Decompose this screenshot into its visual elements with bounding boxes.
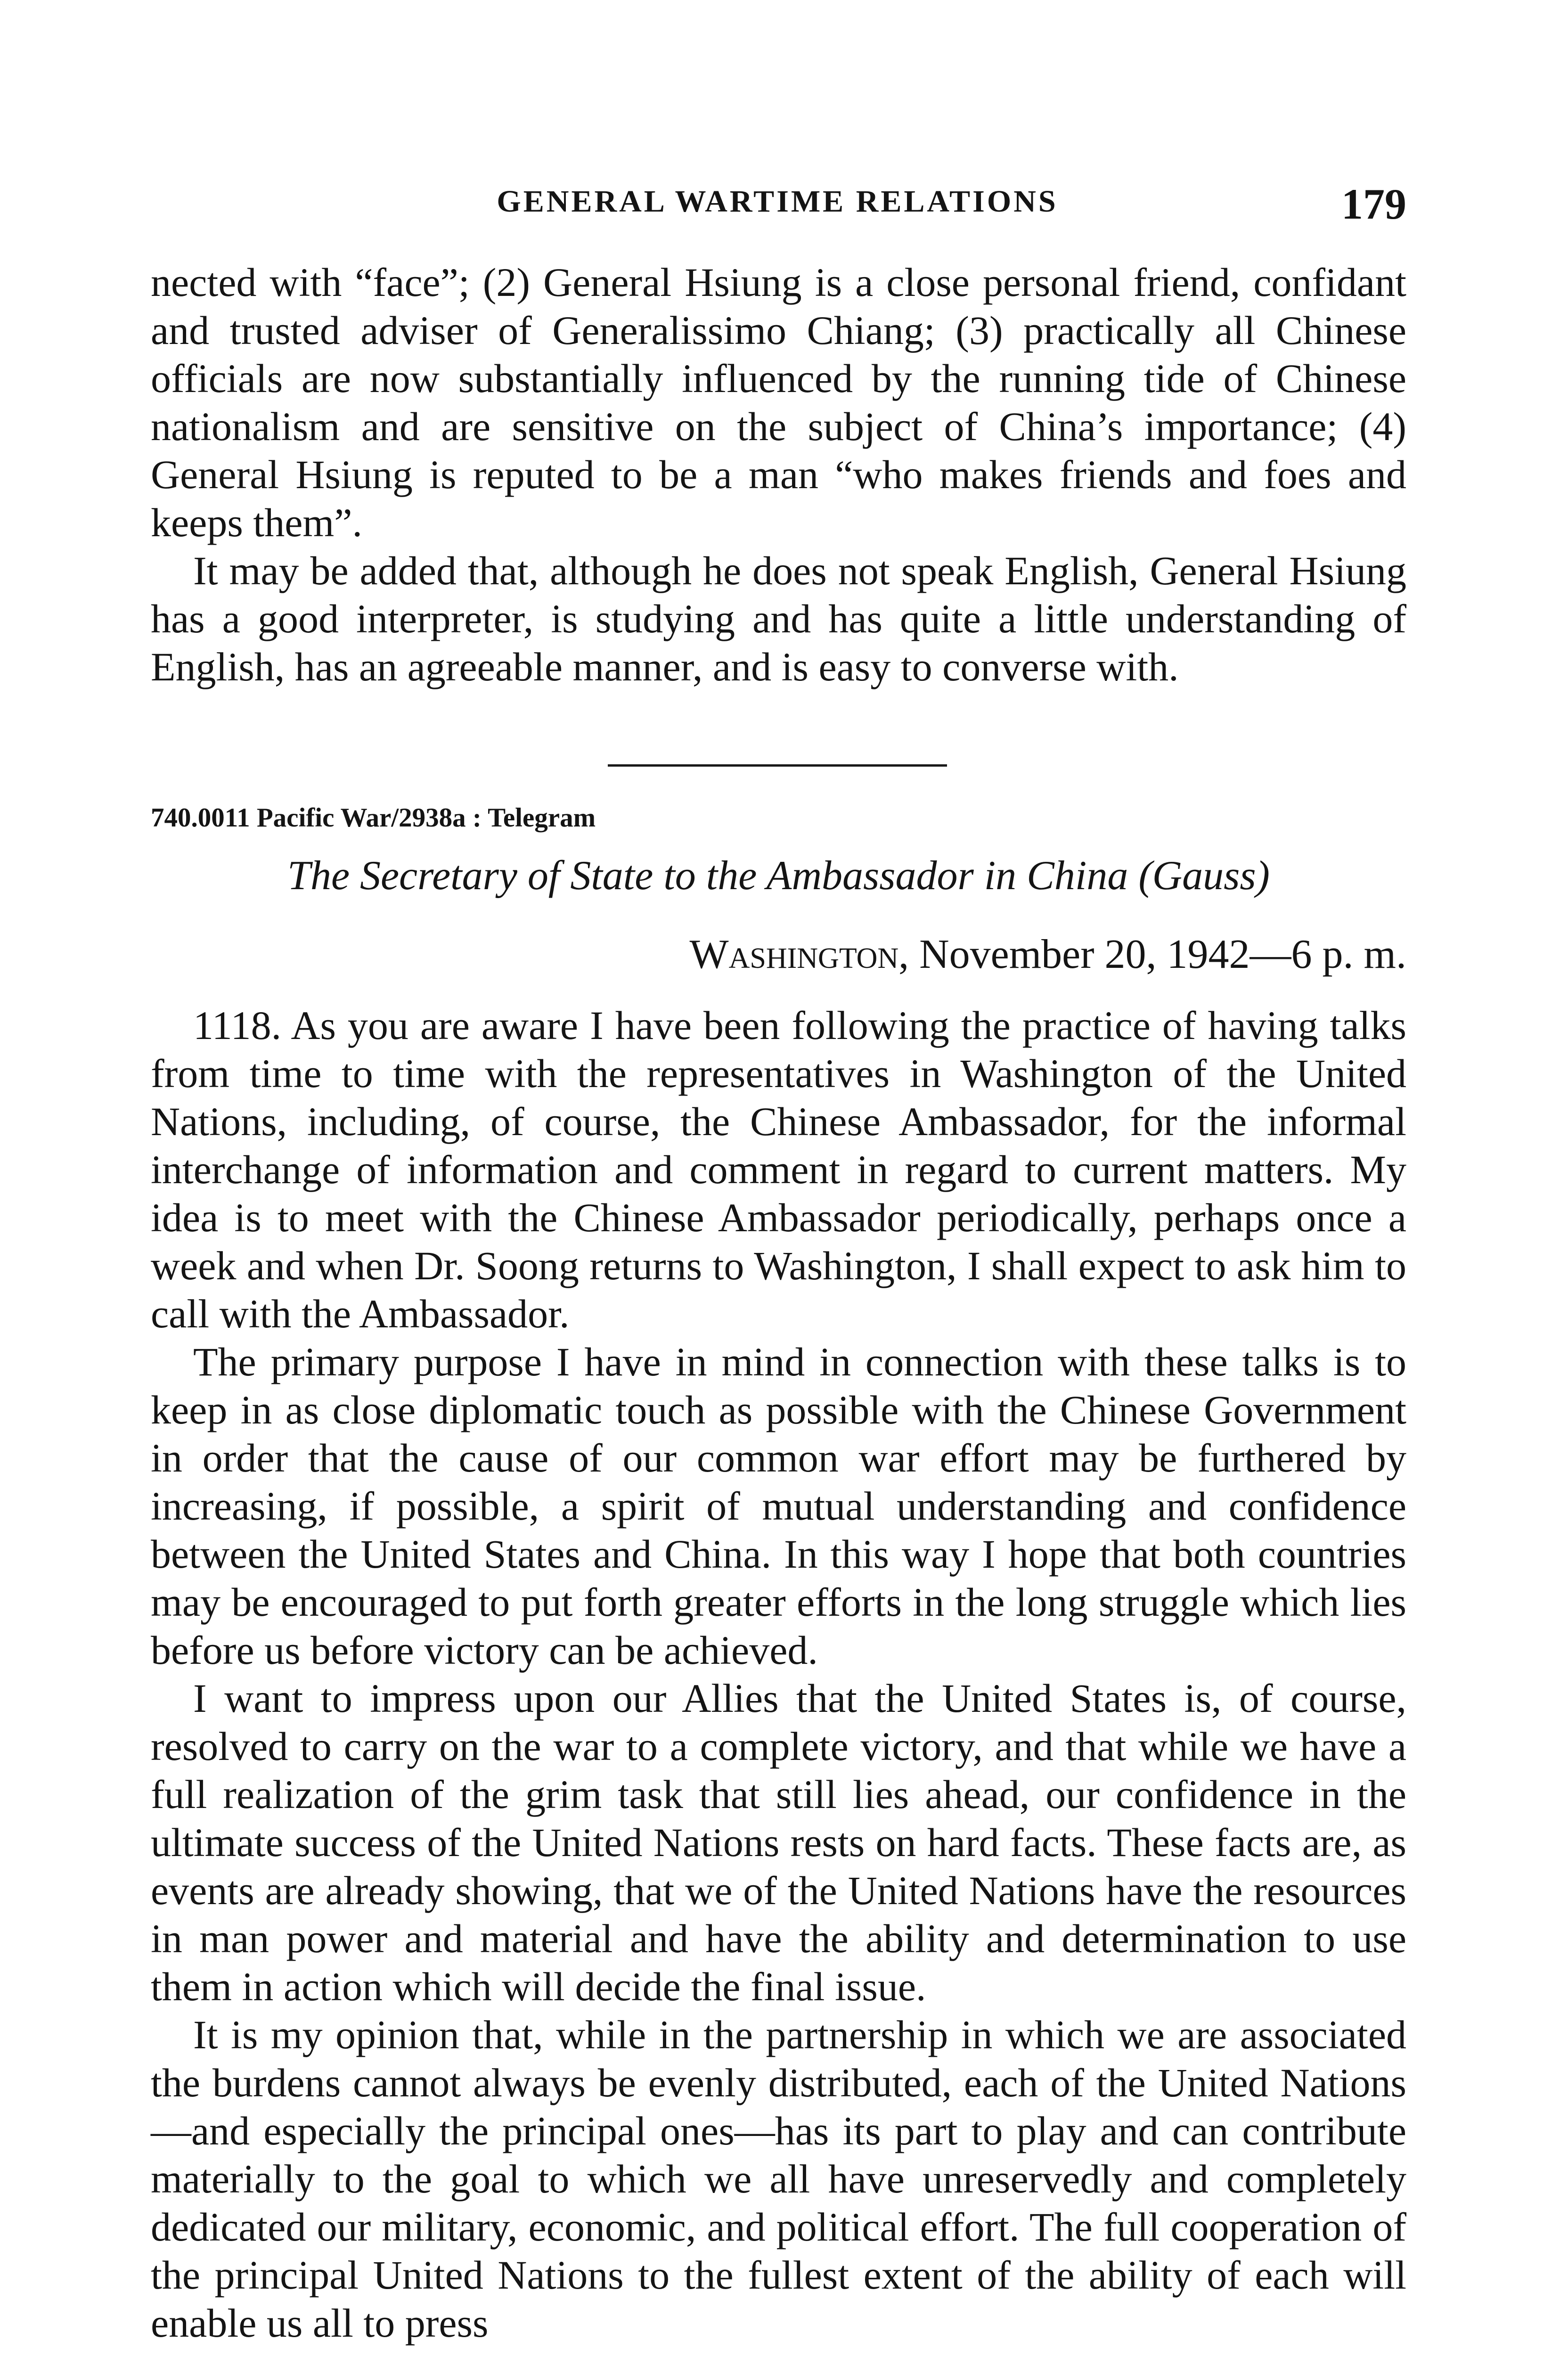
telegram-paragraph: The primary purpose I have in mind in connection with these talks is to keep in as close diplomatic touch as possible with the Chinese Government in order that the cause of our common war effort may be furthered by increasing, if possible, a spirit of mutual understanding and confidence between the United States and China. In this way I hope that both countries may be encouraged to put forth greater efforts in the long struggle which lies before us before victory can be achieved. [151, 1339, 1406, 1673]
telegram-paragraph: 1118. As you are aware I have been following the practice of having talks from time to time with the representatives in Washington of the United Nations, including, of course, the Chinese Ambassador, for the informal interchange of information and comment in regard to current matters. My idea is to meet with the Chinese Ambassador periodically, perhaps once a week and when Dr. Soong returns to Washington, I shall expect to ask him to call with the Ambassador. [151, 1003, 1406, 1336]
telegram-paragraph: I want to impress upon our Allies that the United States is, of course, resolved to carry on the war to a complete victory, and that while we have a full realization of the grim task that still lies ahead, our confidence in the ultimate success of the United Nations rests on hard facts. These facts are, as events are already showing, that we of the United Nations have the resources in man power and material and have the ability and determination to use them in action which will decide the final issue. [151, 1676, 1406, 2009]
page-header [0, 179, 1568, 226]
file-reference: 740.0011 Pacific War/2938a : Telegram [151, 803, 596, 833]
telegram-paragraph: It is my opinion that, while in the partnership in which we are associated the burdens cannot always be evenly distributed, each of the United Nations—and especially the principal ones—has its part to play and can contribute materially to the goal to which we all have unreservedly and completely dedicated our military, economic, and political effort. The full cooperation of the principal United Nations to the fullest extent of the ability of each will enable us all to press [151, 2012, 1406, 2346]
document-title: The Secretary of State to the Ambassador in China (Gauss) [287, 853, 1270, 899]
added-note-paragraph: It may be added that, although he does not speak English, General Hsiung has a good interpreter, is studying and has quite a little understanding of English, has an agreeable manner, and is easy to converse with. [151, 548, 1406, 689]
telegram-body [151, 1001, 1406, 2347]
continued-text [151, 258, 1406, 691]
dateline-place: Washington [689, 932, 899, 977]
page-number: 179 [1341, 180, 1406, 228]
continued-paragraph: nected with “face”; (2) General Hsiung is a close personal friend, confidant and trusted adviser of Generalissimo Chiang; (3) practically all Chinese officials are now substantially influenced by the running tide of Chinese nationalism and are sensitive on the subject of China’s importance; (4) General Hsiung is reputed to be a man “who makes friends and foes and keeps them”. [151, 260, 1406, 545]
dateline-date: , November 20, 1942—6 p. m. [898, 932, 1406, 977]
section-separator [608, 764, 947, 767]
running-head: GENERAL WARTIME RELATIONS [497, 184, 1058, 219]
dateline [151, 931, 1406, 978]
